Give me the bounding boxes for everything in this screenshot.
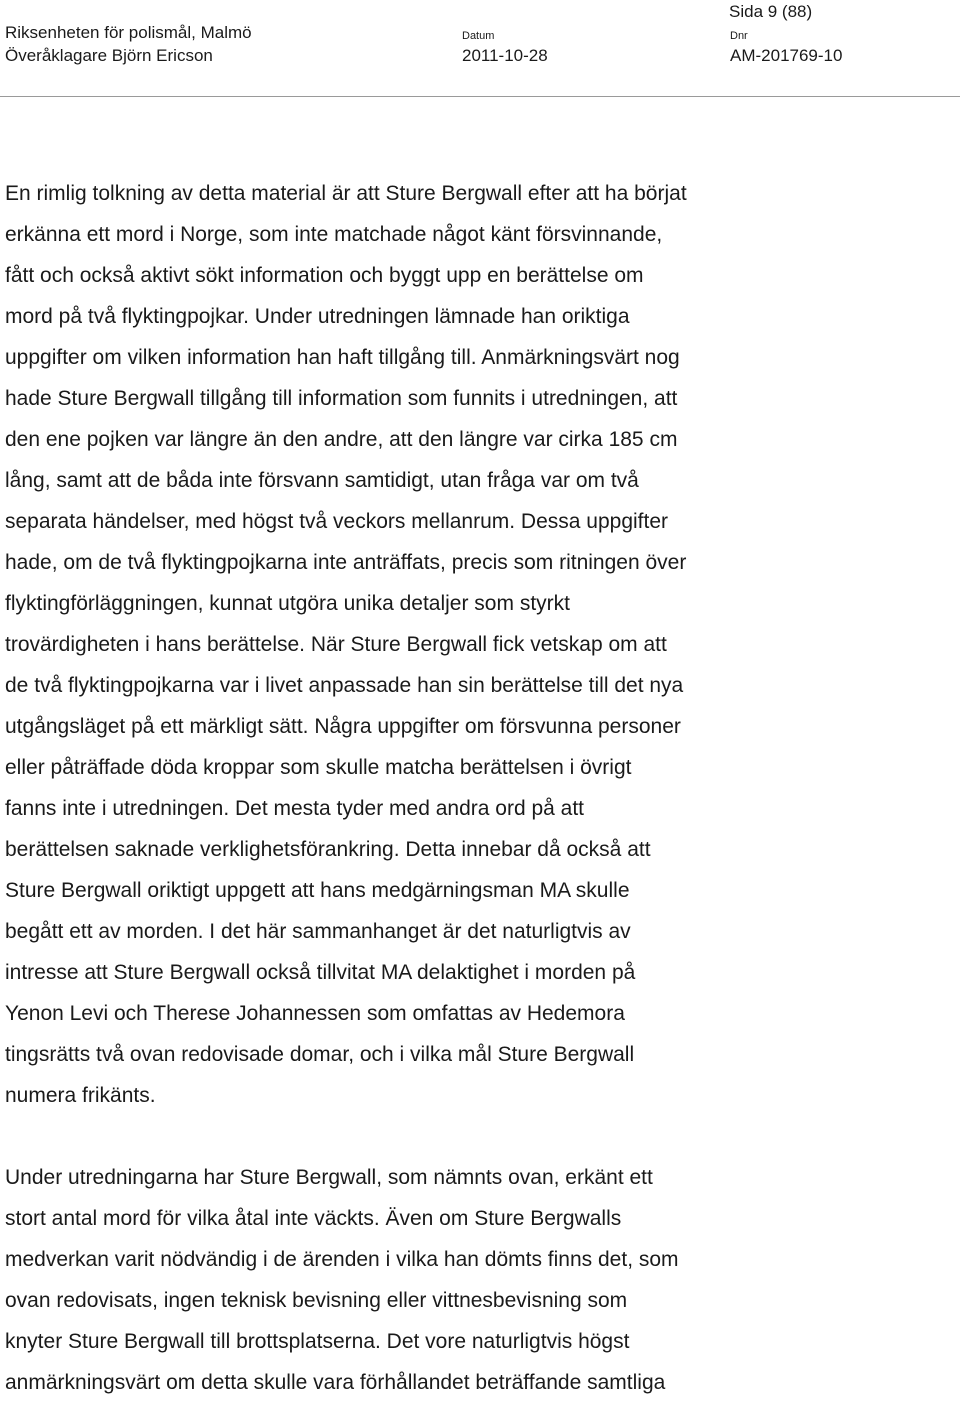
date-label: Datum xyxy=(462,30,495,42)
body-paragraph-1: En rimlig tolkning av detta material är att Sture Bergwall efter att ha börjat erkänna ett mord i Norge, som inte matchade något känt försvinnande, fått och också aktivt sökt information och byggt upp en berättelse om mord på två flyktingpojkar. Under utredningen lämnade han oriktiga uppgifter om vilken information han haft tillgång till. Anmärkningsvärt nog hade Sture Bergwall tillgång till information som funnits i utredningen, att den ene pojken var längre än den andre, att den längre var cirka 185 cm lång, samt att de båda inte försvann samtidigt, utan fråga var om två separata händelser, med högst två veckors mellanrum. Dessa uppgifter hade, om de två flyktingpojkarna inte anträffats, precis som ritningen över flyktingförläggningen, kunnat utgöra unika detaljer som styrkt trovärdigheten i hans berättelse. När Sture Bergwall fick vetskap om att de två flyktingpojkarna var i livet anpassade han sin berättelse till det nya utgångsläget på ett märkligt sätt. Några uppgifter om försvunna personer eller påträffade döda kroppar som skulle matcha berättelsen i övrigt fanns inte i utredningen. Det mesta tyder med andra ord på att berättelsen saknade verklighetsförankring. Detta innebar då också att Sture Bergwall oriktigt uppgett att hans medgärningsman MA skulle begått ett av morden. I det här sammanhanget är det naturligtvis av intresse att Sture Bergwall också tillvitat MA delaktighet i morden på Yenon Levi och Therese Johannessen som omfattas av Hedemora tingsrätts två ovan redovisade domar, och i vilka mål Sture Bergwall numera frikänts. xyxy=(5,182,687,1107)
dnr-label: Dnr xyxy=(730,30,748,42)
page-header xyxy=(0,0,960,98)
page-number: Sida 9 (88) xyxy=(729,2,813,21)
dnr-value: AM-201769-10 xyxy=(730,46,843,65)
document-body xyxy=(5,173,960,1403)
date-value: 2011-10-28 xyxy=(462,46,548,65)
organization-name: Riksenheten för polismål, Malmö xyxy=(5,23,252,42)
body-paragraph-2: Under utredningarna har Sture Bergwall, som nämnts ovan, erkänt ett stort antal mord för vilka åtal inte väckts. Även om Sture Bergwalls medverkan varit nödvändig i de ärenden i vilka han dömts finns det, som ovan redovisats, ingen teknisk bevisning eller vittnesbevisning som knyter Sture Bergwall till brottsplatserna. Det vore naturligtvis högst anmärkningsvärt om detta skulle vara förhållandet beträffande samtliga xyxy=(5,1166,679,1394)
officer-name: Överåklagare Björn Ericson xyxy=(5,46,213,65)
header-divider xyxy=(0,96,960,97)
